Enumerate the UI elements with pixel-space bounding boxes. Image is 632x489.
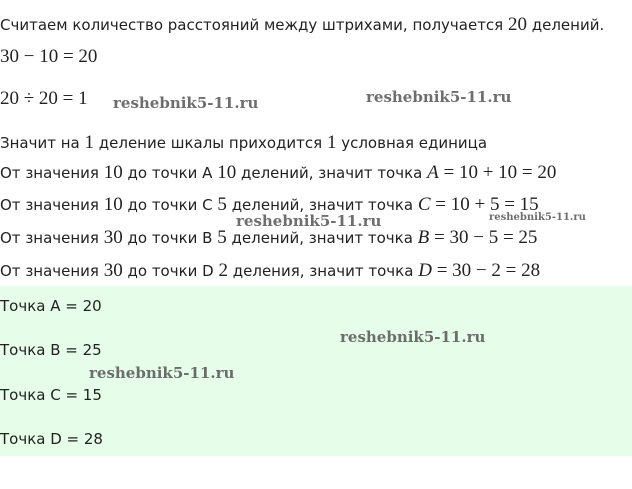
row-connector: делений, значит точка	[226, 196, 418, 214]
row-from-value: 30	[103, 227, 123, 248]
point-d-derivation	[0, 261, 540, 281]
watermark: reshebnik5-11.ru	[366, 88, 512, 106]
row-expression: = 30 − 5 = 25	[429, 227, 538, 248]
row-variable: C	[417, 194, 431, 215]
row-connector: делений, значит точка	[236, 164, 428, 182]
row-prefix: От значения	[0, 262, 104, 280]
scale-unit-line	[0, 133, 487, 153]
answer-point-b: Точка B = 25	[0, 341, 102, 359]
row-point-label: до точки D	[122, 262, 219, 280]
watermark: reshebnik5-11.ru	[489, 212, 586, 223]
row-variable: A	[427, 162, 439, 183]
row-prefix: От значения	[0, 164, 104, 182]
row-variable: B	[417, 227, 430, 248]
scale-unit-prefix: Значит на	[0, 134, 85, 152]
row-division-count: 5	[217, 194, 227, 215]
answer-point-d: Точка D = 28	[0, 430, 103, 448]
scale-unit-num2: 1	[326, 132, 337, 153]
answer-point-a: Точка A = 20	[0, 297, 102, 315]
row-division-count: 5	[217, 227, 227, 248]
equation-division: 20 ÷ 20 = 1	[0, 88, 88, 109]
row-point-label: до точки B	[122, 229, 218, 247]
row-point-label: до точки C	[122, 196, 218, 214]
equation-difference: 30 − 10 = 20	[0, 46, 98, 67]
answer-point-c: Точка C = 15	[0, 386, 102, 404]
row-connector: деления, значит точка	[228, 262, 419, 280]
row-division-count: 2	[218, 260, 228, 281]
intro-prefix: Считаем количество расстояний между штрихами, получается	[0, 16, 508, 34]
point-a-derivation	[0, 163, 556, 183]
intro-line	[0, 15, 604, 35]
row-prefix: От значения	[0, 229, 104, 247]
intro-suffix: делений.	[526, 16, 605, 34]
watermark: reshebnik5-11.ru	[89, 364, 235, 382]
watermark: reshebnik5-11.ru	[340, 328, 486, 346]
row-prefix: От значения	[0, 196, 104, 214]
row-expression: = 30 − 2 = 28	[431, 260, 541, 281]
row-from-value: 30	[103, 260, 123, 281]
scale-unit-suffix: условная единица	[336, 134, 488, 152]
row-division-count: 10	[217, 162, 237, 183]
row-expression: = 10 + 5 = 15	[430, 194, 539, 215]
scale-unit-middle: деление шкалы приходится	[94, 134, 327, 152]
row-connector: делений, значит точка	[226, 229, 418, 247]
scale-unit-num1: 1	[84, 132, 94, 153]
point-b-derivation	[0, 228, 537, 248]
row-expression: = 10 + 10 = 20	[438, 162, 557, 183]
row-from-value: 10	[103, 194, 123, 215]
row-from-value: 10	[103, 162, 123, 183]
intro-number: 20	[507, 14, 527, 35]
watermark: reshebnik5-11.ru	[236, 212, 382, 230]
watermark: reshebnik5-11.ru	[113, 94, 259, 112]
row-point-label: до точки A	[122, 164, 218, 182]
row-variable: D	[418, 260, 432, 281]
